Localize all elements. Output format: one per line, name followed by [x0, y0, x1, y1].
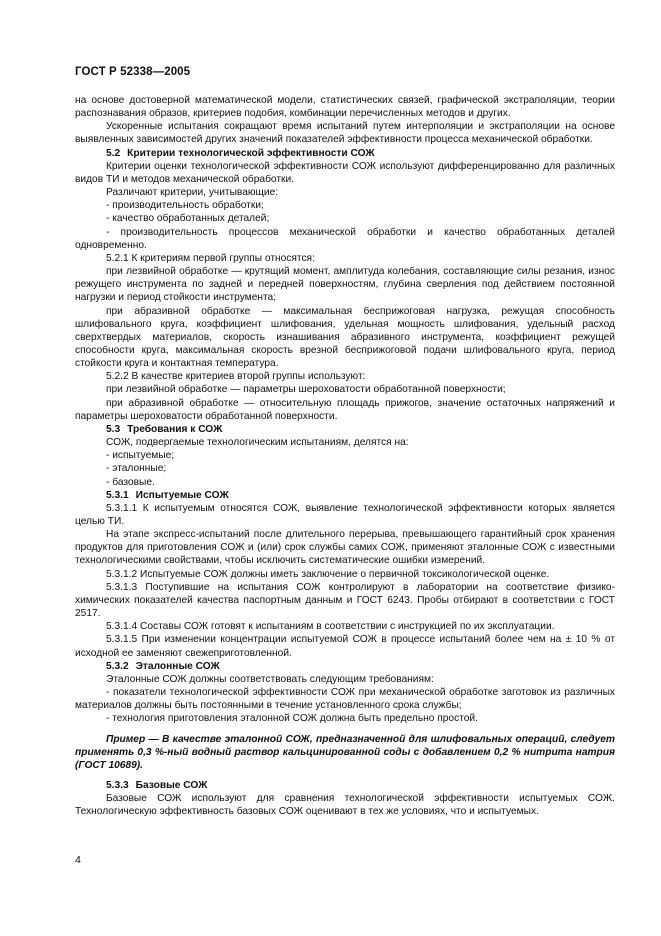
clause [75, 252, 615, 265]
example-text: В качестве эталонной СОЖ, предназначенной для шлифовальных операций, следует применять 0,3 %-ный водный раствор кальцинированной соды с добавлением 0,2 % нитрита натрия (ГОСТ 10689). [75, 733, 615, 771]
example-note [75, 733, 615, 772]
section-heading [75, 660, 615, 673]
clause-number: 5.2.2 [106, 371, 129, 383]
section-title: Эталонные СОЖ [135, 660, 220, 672]
section-title: Требования к СОЖ [127, 423, 223, 435]
paragraph: Ускоренные испытания сокращают время испытаний путем интерполяции и экстраполяции на основе выявленных зависимостей других значений показателей эффективности процесса механической обработки. [75, 121, 615, 146]
paragraph: при лезвийной обработке — крутящий момент, амплитуда колебания, составляющие силы резания, износ режущего инструмента по задней и передней поверхностям, глубина сверления под действием постоянной нагрузки и период стойкости инструмента; [75, 266, 615, 304]
clause [75, 633, 615, 659]
section-heading [75, 423, 615, 436]
section-title: Базовые СОЖ [135, 779, 208, 791]
section-number: 5.3.1 [106, 489, 129, 501]
list-item: - технология приготовления эталонной СОЖ должна быть предельно простой. [106, 713, 478, 725]
clause-number: 5.3.1.4 [106, 621, 138, 633]
list-item: - показатели технологической эффективности СОЖ при механической обработке заготовок из различных материалов должны быть постоянными в течение установленного срока службы; [75, 687, 615, 712]
list-item: - базовые. [106, 476, 155, 488]
document-body [75, 94, 615, 818]
clause-number: 5.3.1.2 [106, 568, 138, 580]
section-heading [75, 489, 615, 502]
paragraph: на основе достоверной математической модели, статистических связей, графической экстраполяции, теории распознавания образов, критериев подобия, комбинации перечисленных методов и других. [75, 95, 615, 120]
document-code-header: ГОСТ Р 52338—2005 [75, 66, 191, 78]
paragraph: Различают критерии, учитывающие: [106, 187, 279, 199]
clause [75, 568, 615, 581]
section-heading [75, 779, 615, 792]
clause-number: 5.2.1 [106, 252, 129, 264]
paragraph: Базовые СОЖ используют для сравнения технологической эффективности испытуемых СОЖ. Технологическую эффективность базовых СОЖ оценивают в тех же условиях, что и испытуемых. [75, 793, 615, 818]
list-item: - эталонные; [106, 463, 167, 475]
clause-number: 5.3.1.3 [106, 581, 138, 593]
paragraph: Критерии оценки технологической эффективности СОЖ используют дифференцированно для различных видов ТИ и методов механической обработки. [75, 160, 615, 185]
paragraph: при абразивной обработке — относительную площадь прижогов, значение остаточных напряжений и параметры шероховатости обработанной поверхности. [75, 397, 615, 422]
section-number: 5.2 [106, 147, 121, 159]
section-heading [75, 147, 615, 160]
paragraph: при абразивной обработке — максимальная бесприжоговая нагрузка, режущая способность шлифовального круга, коэффициент шлифования, удельная мощность шлифования, удельный расход сверхтвердых материалов, скорость изнашивания абразивного инструмента, коэффициент режущей способности круга, максимальная скорость врезной бесприжоговой подачи шлифовального круга, период стойкости круга и контактная температура. [75, 305, 615, 370]
paragraph: Эталонные СОЖ должны соответствовать следующим требованиям: [106, 673, 434, 685]
paragraph: СОЖ, подвергаемые технологическим испытаниям, делятся на: [106, 437, 409, 449]
list-item: - качество обработанных деталей; [106, 213, 270, 225]
list-item: - испытуемые; [106, 450, 175, 462]
paragraph: На этапе экспресс-испытаний после длительного перерыва, превышающего гарантийный срок хранения продуктов для приготовления СОЖ и (или) срок службы самих СОЖ, применяют эталонные СОЖ с известными технологическими свойствами, чтобы исключить систематические ошибки измерений. [75, 529, 615, 567]
clause-text: Составы СОЖ готовят к испытаниям в соответствии с инструкцией по их эксплуатации. [140, 621, 555, 633]
clause-text: Поступившие на испытания СОЖ контролируют в лаборатории на соответствие физико-химических показателей качества паспортным данным и ГОСТ 6243. Пробы отбирают в соответствии с ГОСТ 2517. [75, 581, 615, 620]
clause [75, 502, 615, 528]
clause-text: При изменении концентрации испытуемой СОЖ в процессе испытаний более чем на ± 10 % от исходной ее заменяют свежеприготовленной. [75, 634, 615, 659]
paragraph: при лезвийной обработке — параметры шероховатости обработанной поверхности; [106, 384, 506, 396]
clause-text: В качестве критериев второй группы используют: [131, 371, 366, 383]
clause [75, 620, 615, 633]
clause [75, 370, 615, 383]
section-title: Критерии технологической эффективности СОЖ [127, 147, 375, 159]
section-number: 5.3.3 [106, 779, 129, 791]
clause-text: Испытуемые СОЖ должны иметь заключение о первичной токсикологической оценке. [140, 568, 550, 580]
clause-number: 5.3.1.1 [106, 502, 138, 514]
clause-text: К испытуемым относятся СОЖ, выявление технологической эффективности которых является целью ТИ. [75, 502, 615, 527]
example-label: Пример — [106, 733, 159, 745]
list-item: - производительность обработки; [106, 200, 264, 212]
list-item: - производительность процессов механической обработки и качество обработанных деталей одновременно. [75, 226, 615, 251]
clause-number: 5.3.1.5 [106, 634, 138, 646]
section-number: 5.3.2 [106, 660, 129, 672]
clause [75, 581, 615, 620]
section-title: Испытуемые СОЖ [135, 489, 229, 501]
page-number: 4 [75, 854, 81, 866]
clause-text: К критериям первой группы относятся: [131, 252, 315, 264]
section-number: 5.3 [106, 423, 121, 435]
